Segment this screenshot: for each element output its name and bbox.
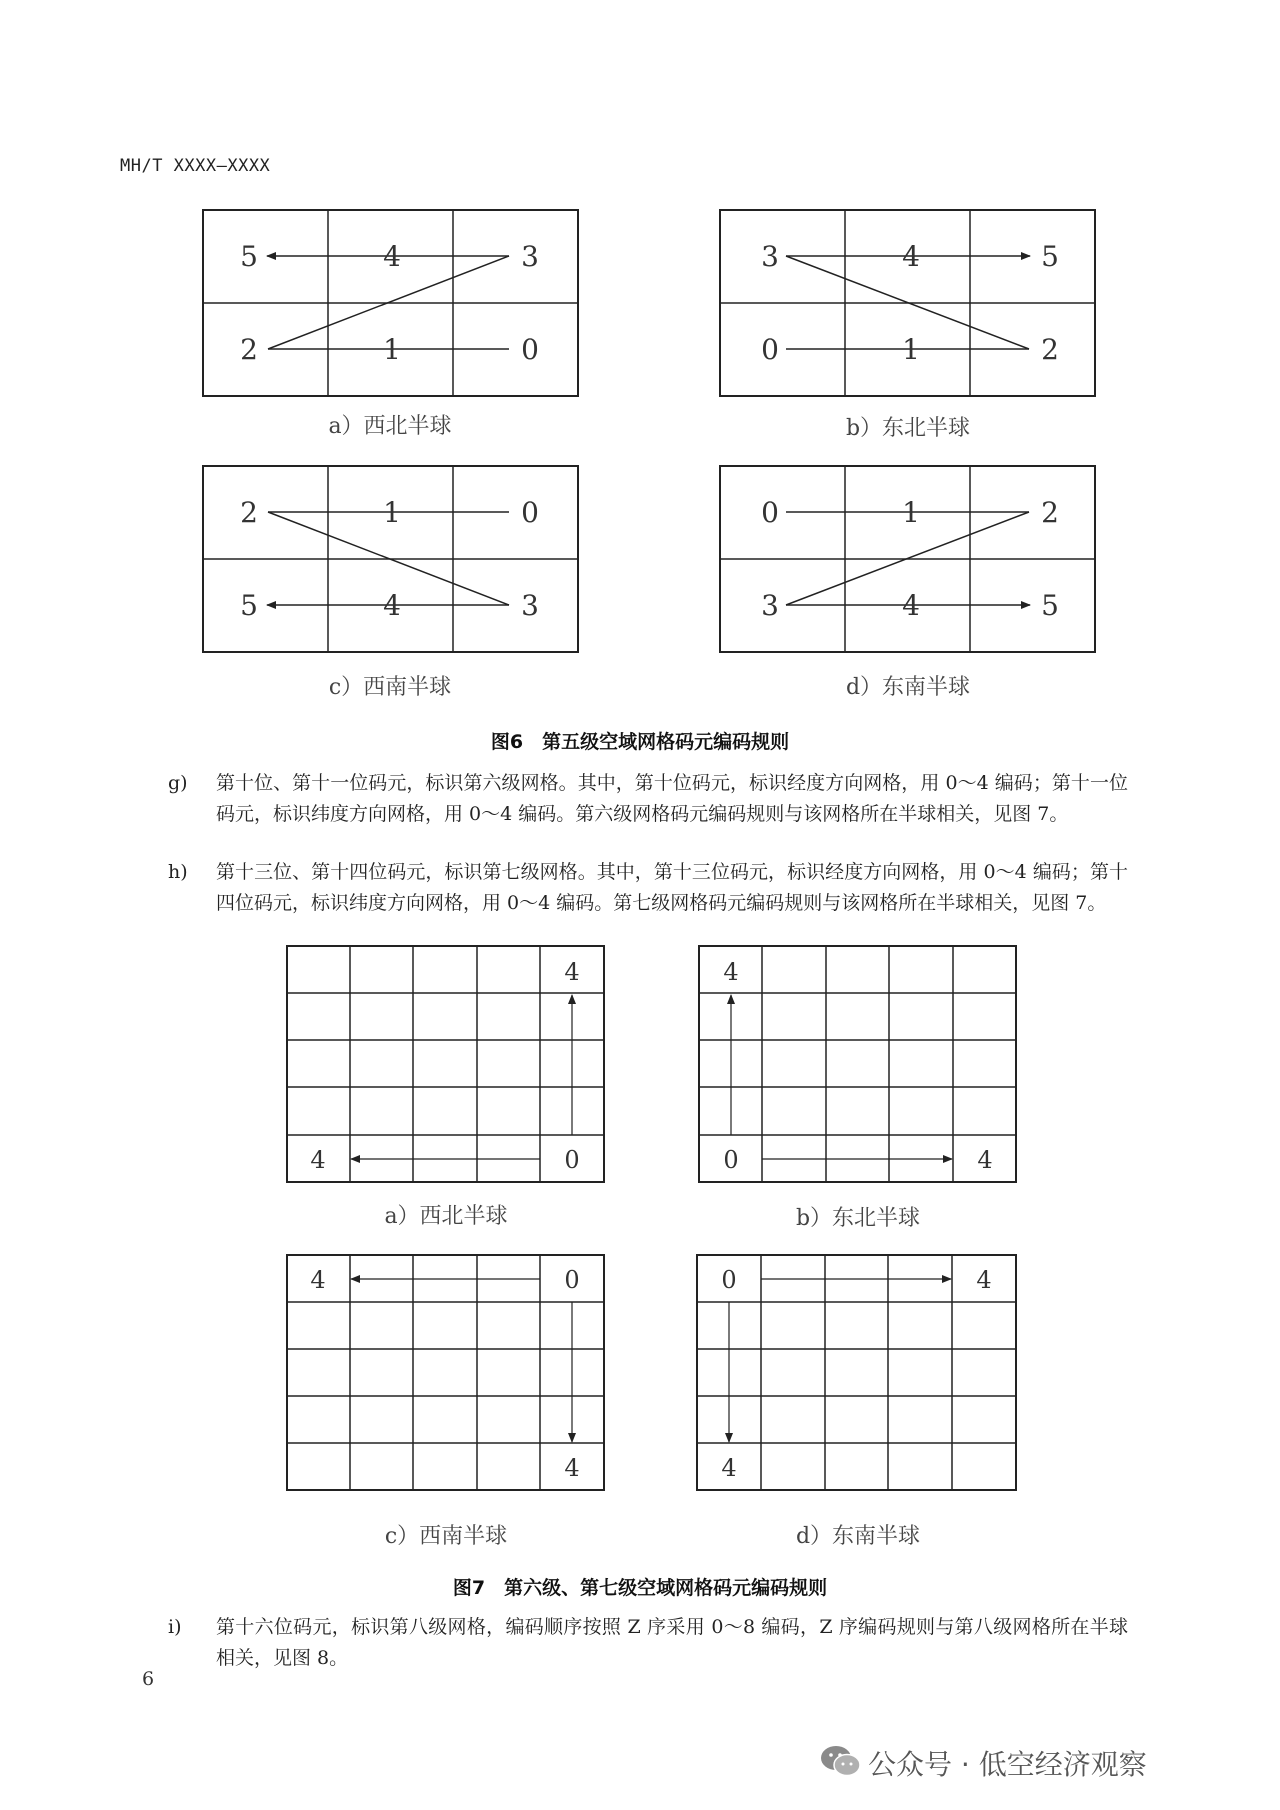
figure-6-diagrams (0, 0, 1280, 720)
sw-top-right: 0 (521, 496, 539, 529)
figure-6-title: 图6 第五级空域网格码元编码规则 (490, 731, 790, 753)
fig7-ne-label-top-left: 4 (723, 958, 739, 986)
nw-top-left: 5 (240, 240, 258, 273)
se-top-mid: 1 (902, 496, 920, 529)
fig7-ne-label-bottom-left: 0 (723, 1146, 739, 1174)
fig7-se-label-top-left: 0 (721, 1266, 737, 1294)
fig7-caption-b: b）东北半球 (795, 1206, 921, 1231)
se-bottom-left: 3 (761, 589, 779, 622)
fig7-sw-label-top-right: 0 (564, 1266, 580, 1294)
fig7-panel-se (697, 1255, 1016, 1490)
fig7-nw-label-bottom-left: 4 (310, 1146, 326, 1174)
fig7-ne-label-bottom-right: 4 (977, 1146, 993, 1174)
nw-bottom-right: 0 (521, 333, 539, 366)
se-bottom-right: 5 (1041, 589, 1059, 622)
se-top-right: 2 (1041, 496, 1059, 529)
document-code: MH/T XXXX—XXXX (120, 156, 271, 176)
fig7-nw-label-bottom-right: 0 (564, 1146, 580, 1174)
fig6-caption-a: a）西北半球 (328, 414, 452, 439)
figure-7-diagrams (0, 930, 1280, 1510)
ne-top-right: 5 (1041, 240, 1059, 273)
fig6-caption-b: b）东北半球 (845, 416, 971, 441)
sw-bottom-mid: 4 (383, 589, 401, 622)
nw-bottom-mid: 1 (383, 333, 401, 366)
sw-top-mid: 1 (383, 496, 401, 529)
fig6-panel-sw (203, 466, 578, 652)
list-item-i (168, 1612, 1128, 1676)
se-top-left: 0 (761, 496, 779, 529)
nw-bottom-left: 2 (240, 333, 258, 366)
watermark-text: 公众号 · 低空经济观察 (868, 1748, 1147, 1781)
ne-bottom-left: 0 (761, 333, 779, 366)
fig7-sw-label-top-left: 4 (310, 1266, 326, 1294)
fig7-caption-a: a）西北半球 (384, 1204, 508, 1229)
sw-bottom-left: 5 (240, 589, 258, 622)
nw-top-right: 3 (521, 240, 539, 273)
fig7-caption-d: d）东南半球 (795, 1524, 921, 1549)
fig6-caption-d: d）东南半球 (845, 675, 971, 700)
fig7-panel-ne (699, 946, 1016, 1182)
figure-7-title: 图7 第六级、第七级空域网格码元编码规则 (452, 1577, 828, 1599)
fig6-panel-se (720, 466, 1095, 652)
fig7-se-label-bottom-left: 4 (721, 1454, 737, 1482)
fig7-panel-nw (287, 946, 604, 1182)
list-marker-g: g) (168, 772, 188, 794)
fig6-panel-ne (720, 210, 1095, 396)
wechat-icon (820, 1744, 862, 1778)
se-bottom-mid: 4 (902, 589, 920, 622)
ne-bottom-mid: 1 (902, 333, 920, 366)
list-marker-i: i) (168, 1616, 182, 1638)
list-text-i: 第十六位码元，标识第八级网格，编码顺序按照 Z 序采用 0～8 编码，Z 序编码规则与第八级网格所在半球相关，见图 8。 (216, 1616, 1128, 1669)
fig7-panel-sw (287, 1255, 604, 1490)
ne-top-mid: 4 (902, 240, 920, 273)
list-marker-h: h) (168, 861, 188, 883)
sw-bottom-right: 3 (521, 589, 539, 622)
fig7-se-label-top-right: 4 (976, 1266, 992, 1294)
list-text-g: 第十位、第十一位码元，标识第六级网格。其中，第十位码元，标识经度方向网格，用 0～4 编码；第十一位码元，标识纬度方向网格，用 0～4 编码。第六级网格码元编码规则与该网格所在半球相关，见图 7。 (216, 772, 1128, 825)
list-text-h: 第十三位、第十四位码元，标识第七级网格。其中，第十三位码元，标识经度方向网格，用 0～4 编码；第十四位码元，标识纬度方向网格，用 0～4 编码。第七级网格码元编码规则与该网格所在半球相关，见图 7。 (216, 861, 1128, 914)
fig7-nw-label-top-right: 4 (564, 958, 580, 986)
fig6-panel-nw (203, 210, 578, 396)
ne-bottom-right: 2 (1041, 333, 1059, 366)
fig7-caption-c: c）西南半球 (384, 1524, 508, 1549)
list-item-g (168, 768, 1128, 864)
nw-top-mid: 4 (383, 240, 401, 273)
ne-top-left: 3 (761, 240, 779, 273)
sw-top-left: 2 (240, 496, 258, 529)
page-number: 6 (142, 1668, 155, 1690)
fig6-caption-c: c）西南半球 (328, 675, 452, 700)
fig7-sw-label-bottom-right: 4 (564, 1454, 580, 1482)
